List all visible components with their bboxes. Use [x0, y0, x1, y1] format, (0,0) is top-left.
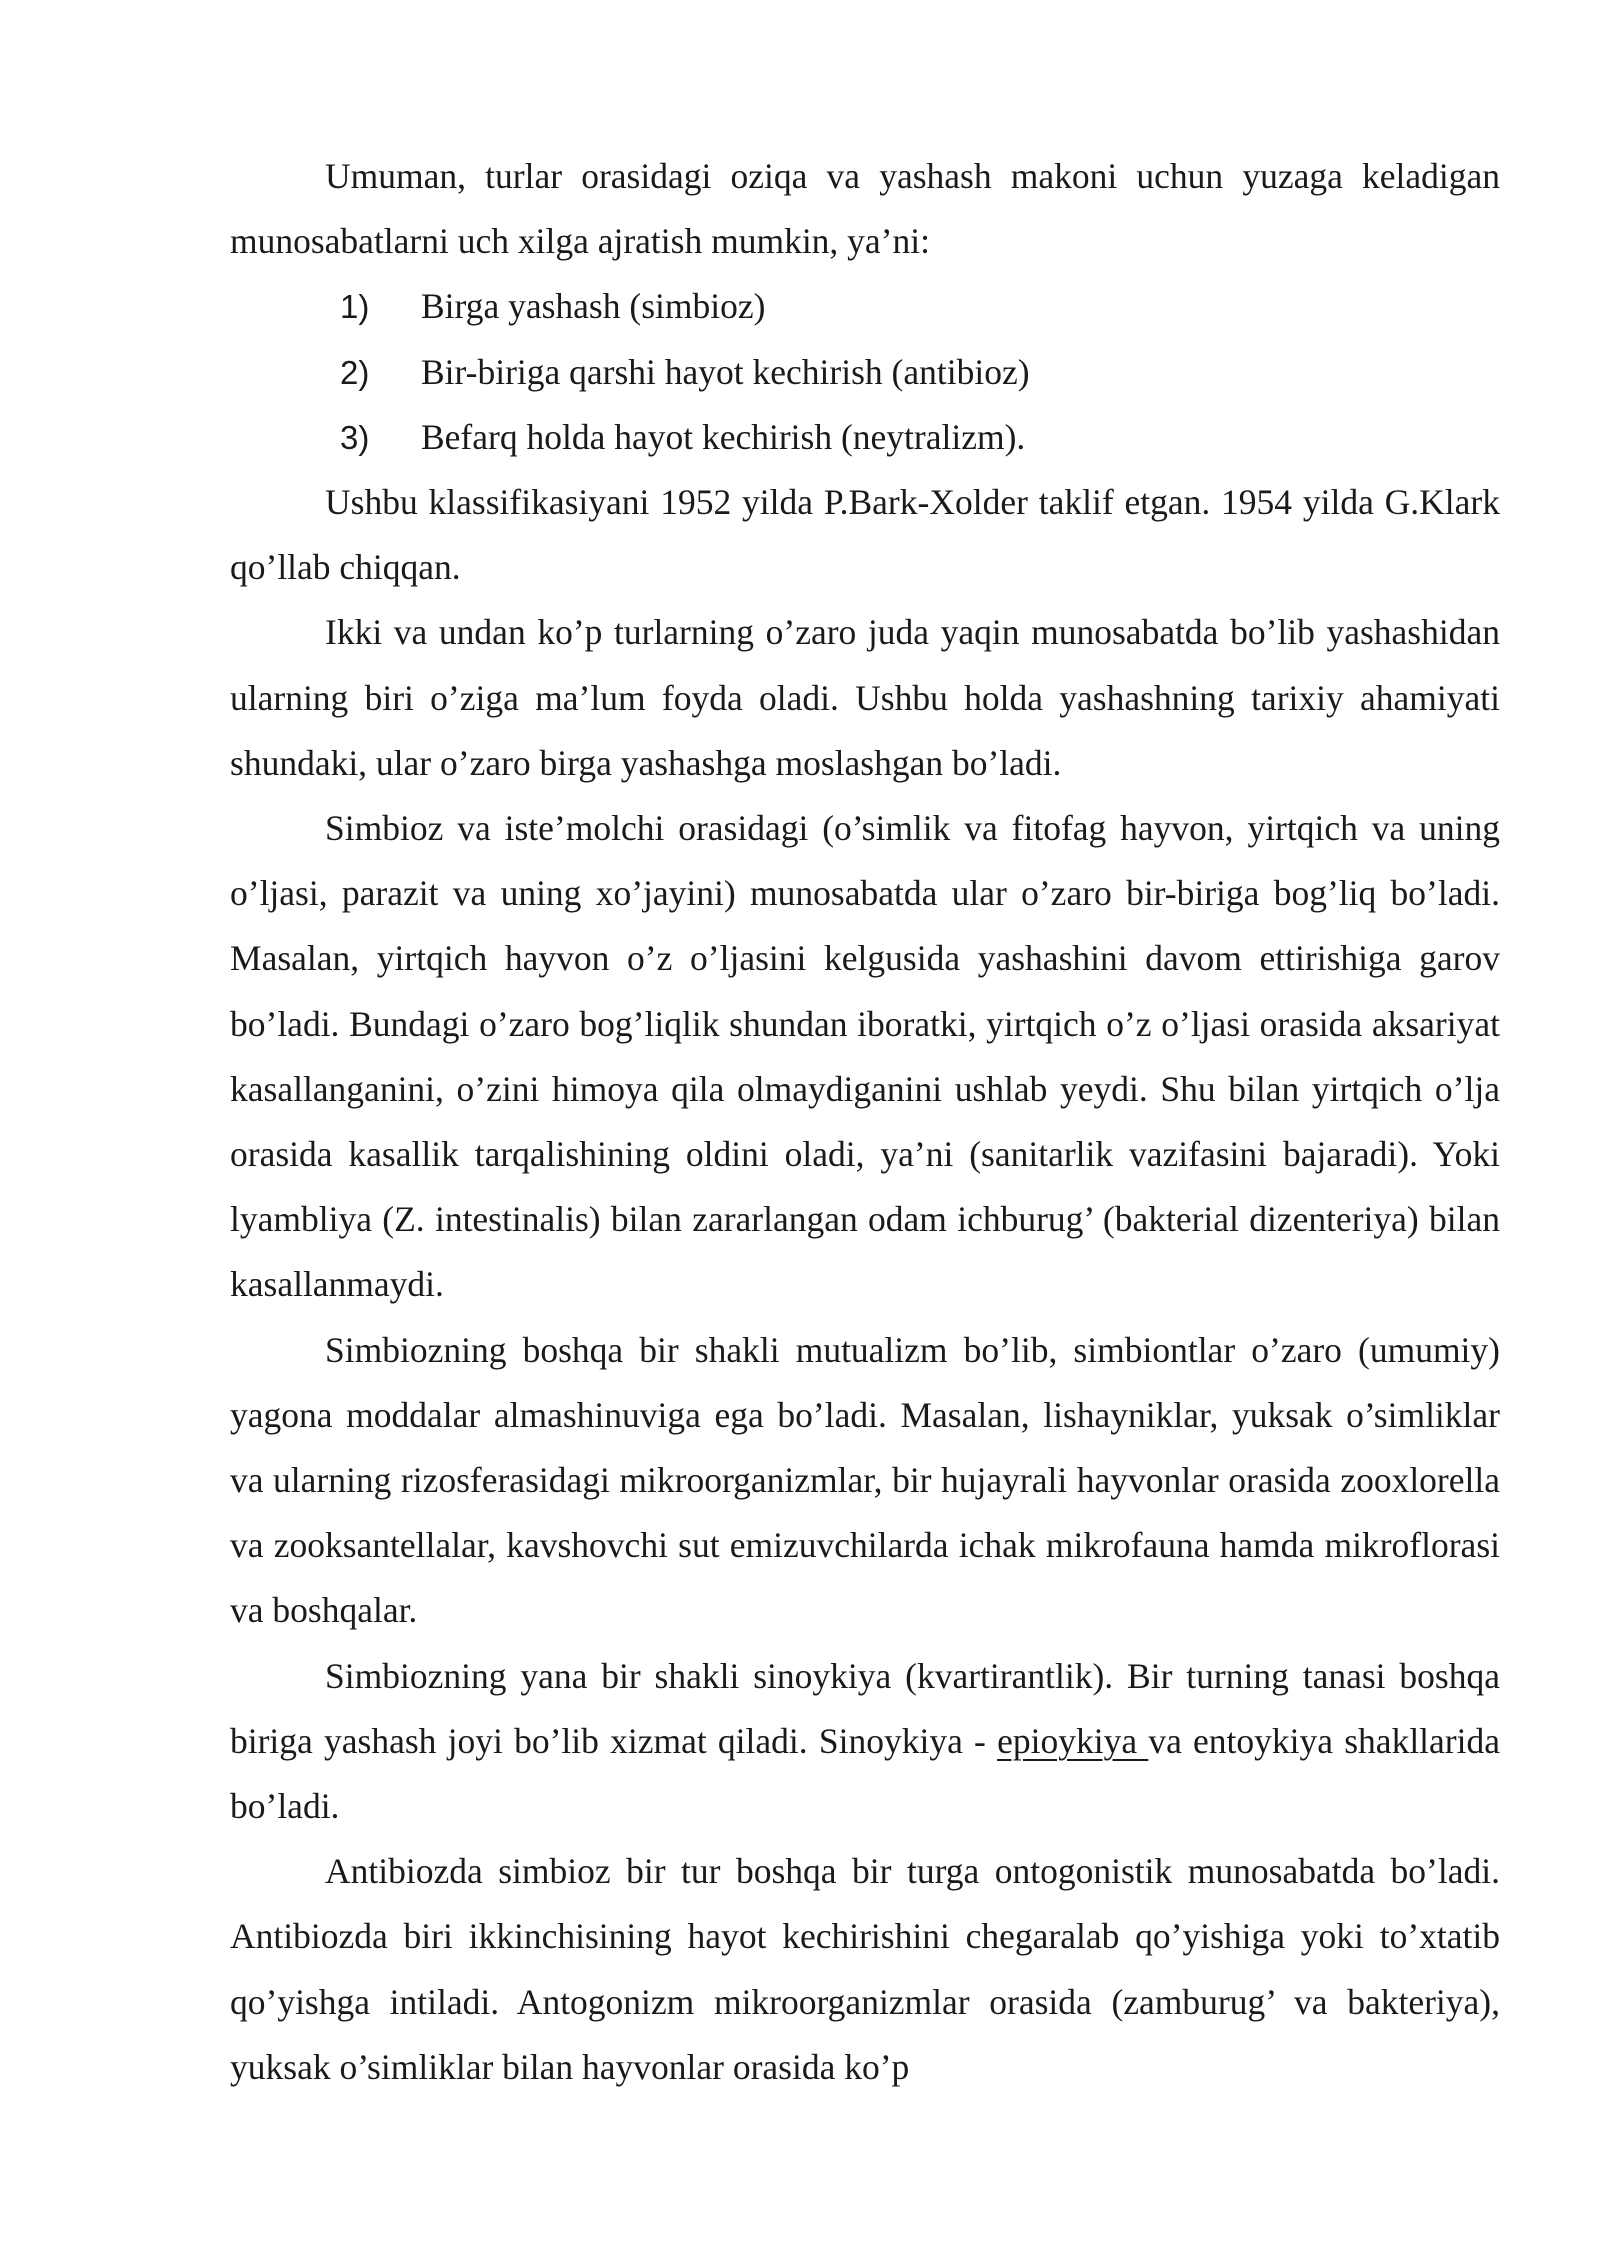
list-item — [230, 405, 1500, 470]
synoikia-text: Simbiozning yana bir shakli sinoykiya (kvartirantlik). Bir turning tanasi boshqa biriga yashash joyi bo’lib xizmat qiladi. Sinoykiya - — [230, 1655, 1500, 1761]
list-text: Birga yashash (simbioz) — [421, 286, 766, 327]
symbiosis-intro-paragraph: Ikki va undan ko’p turlarning o’zaro juda yaqin munosabatda bo’lib yashashidan ularning biri o’ziga ma’lum foyda oladi. Ushbu holda yashashning tarixiy ahamiyati shundaki, ular o’zaro birga yashashga moslashgan bo’ladi. — [230, 612, 1500, 783]
consumer-relationship-paragraph: Simbioz va iste’molchi orasidagi (o’simlik va fitofag hayvon, yirtqich va uning o’ljasi, parazit va uning xo’jayini) munosabatda ular o’zaro bir-biriga bog’liq bo’ladi. Masalan, yirtqich hayvon o’z o’ljasini kelgusida yashashini davom ettirishiga garov bo’ladi. Bundagi o’zaro bog’liqlik shundan iboratki, yirtqich o’z o’ljasi orasida aksariyat kasallanganini, o’zini himoya qila olmaydiganini ushlab yeydi. Shu bilan yirtqich o’lja orasida kasallik tarqalishining oldini oladi, ya’ni (sanitarlik vazifasini bajaradi). Yoki lyambliya (Z. intestinalis) bilan zararlangan odam ichburug’ (bakterial dizenteriya) bilan kasallanmaydi. — [230, 808, 1500, 1305]
list-text: Befarq holda hayot kechirish (neytralizm). — [421, 416, 1026, 457]
relationship-list — [230, 274, 1500, 470]
list-number: 3) — [340, 418, 370, 456]
list-number: 1) — [340, 288, 370, 326]
antibiosis-paragraph: Antibiozda simbioz bir tur boshqa bir turga ontogonistik munosabatda bo’ladi. Antibiozda biri ikkinchisining hayot kechirishini chegaralab qo’yishiga yoki to’xtatib qo’yishga intiladi. Antogonizm mikroorganizmlar orasida (zamburug’ va bakteriya), yuksak o’simliklar bilan hayvonlar orasida ko’p — [230, 1851, 1500, 2087]
classification-paragraph: Ushbu klassifikasiyani 1952 yilda P.Bark-Xolder taklif etgan. 1954 yilda G.Klark qo’llab chiqqan. — [230, 482, 1500, 588]
list-item — [230, 340, 1500, 405]
synoikia-text-end: va entoykiya shakllarida bo’ladi. — [230, 1720, 1500, 1827]
epioykiya-link[interactable]: epioykiya — [997, 1720, 1149, 1761]
list-item — [230, 274, 1500, 339]
synoikia-paragraph — [230, 1644, 1500, 1840]
mutualism-paragraph: Simbiozning boshqa bir shakli mutualizm bo’lib, simbiontlar o’zaro (umumiy) yagona moddalar almashinuviga ega bo’ladi. Masalan, lishayniklar, yuksak o’simliklar va ularning rizosferasidagi mikroorganizmlar, bir hujayrali hayvonlar orasida zooxlorella va zooksantellalar, kavshovchi sut emizuvchilarda ichak mikrofauna hamda mikroflorasi va boshqalar. — [230, 1329, 1500, 1631]
list-text: Bir-biriga qarshi hayot kechirish (antibioz) — [421, 351, 1030, 392]
intro-paragraph: Umuman, turlar orasidagi oziqa va yashash makoni uchun yuzaga keladigan munosabatlarni uch xilga ajratish mumkin, ya’ni: — [230, 156, 1500, 262]
list-number: 2) — [340, 353, 370, 391]
document-page — [230, 144, 1500, 2100]
